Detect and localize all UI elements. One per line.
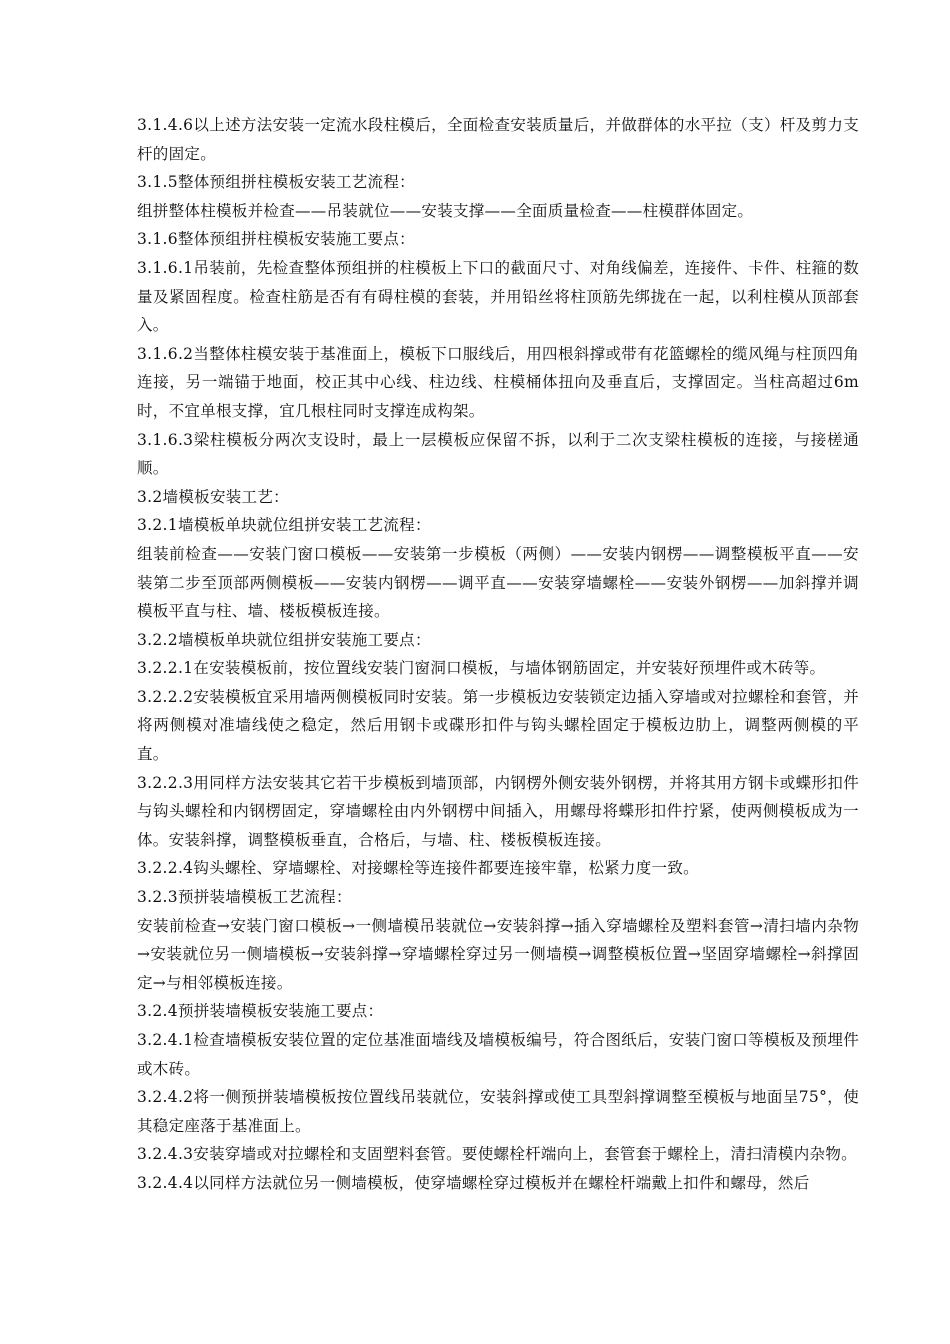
paragraph-3-2-4-1: 3.2.4.1检查墙模板安装位置的定位基准面墙线及墙模板编号，符合图纸后，安装门窗口等模板及预埋件或木砖。	[137, 1031, 859, 1078]
paragraph-3-2-2-4: 3.2.2.4钩头螺栓、穿墙螺栓、对接螺栓等连接件都要连接牢靠，松紧力度一致。	[137, 859, 699, 878]
paragraph-3-1-6-1: 3.1.6.1吊装前，先检查整体预组拼的柱模板上下口的截面尺寸、对角线偏差，连接件、卡件、柱箍的数量及紧固程度。检查柱筋是否有有碍柱模的套装，并用铅丝将柱顶筋先绑拢在一起，以利柱模从顶部套入。	[137, 258, 859, 335]
paragraph-3-1-6-2: 3.1.6.2当整体柱模安装于基准面上，模板下口服线后，用四根斜撑或带有花篮螺栓的缆风绳与柱顶四角连接，另一端锚于地面，校正其中心线、柱边线、柱模桶体扭向及垂直后，支撑固定。当柱高超过6m时，不宜单根支撑，宜几根柱同时支撑连成构架。	[137, 344, 859, 420]
heading-3-1-6: 3.1.6整体预组拼柱模板安装施工要点：	[137, 230, 415, 249]
heading-3-1-5: 3.1.5整体预组拼柱模板安装工艺流程：	[137, 173, 415, 192]
heading-3-2: 3.2墙模板安装工艺：	[137, 487, 289, 506]
heading-3-2-2: 3.2.2墙模板单块就位组拼安装施工要点：	[137, 630, 431, 649]
flow-wall-formwork-single: 组装前检查——安装门窗口模板——安装第一步模板（两侧）——安装内钢楞——调整模板平直——安装第二步至顶部两侧模板——安装内钢楞——调平直——安装穿墙螺栓——安装外钢楞——加斜撑并调模板平直与柱、墙、楼板模板连接。	[137, 544, 859, 621]
paragraph-3-2-2-2: 3.2.2.2安装模板宜采用墙两侧模板同时安装。第一步模板边安装锁定边插入穿墙或对拉螺栓和套管，并将两侧模对准墙线使之稳定，然后用钢卡或碟形扣件与钩头螺栓固定于模板边肋上，调整两侧模的平直。	[137, 687, 859, 764]
heading-3-2-1: 3.2.1墙模板单块就位组拼安装工艺流程：	[137, 516, 431, 535]
heading-3-2-4: 3.2.4预拼装墙模板安装施工要点：	[137, 1002, 384, 1021]
document-page	[137, 111, 859, 1198]
flow-wall-formwork-preassembled: 安装前检查→安装门窗口模板→一侧墙模吊装就位→安装斜撑→插入穿墙螺栓及塑料套管→清扫墙内杂物→安装就位另一侧墙模板→安装斜撑→穿墙螺栓穿过另一侧墙模→调整模板位置→坚固穿墙螺栓→斜撑固定→与相邻模板连接。	[137, 916, 859, 992]
paragraph-3-2-2-1: 3.2.2.1在安装模板前，按位置线安装门窗洞口模板，与墙体钢筋固定，并安装好预埋件或木砖等。	[137, 659, 826, 678]
paragraph-3-2-4-3: 3.2.4.3安装穿墙或对拉螺栓和支固塑料套管。要使螺栓杆端向上，套管套于螺栓上，清扫清模内杂物。	[137, 1145, 857, 1164]
paragraph-3-1-4-6: 3.1.4.6以上述方法安装一定流水段柱模后，全面检查安装质量后，并做群体的水平拉（支）杆及剪力支杆的固定。	[137, 116, 859, 163]
paragraph-3-2-2-3: 3.2.2.3用同样方法安装其它若干步模板到墙顶部，内钢楞外侧安装外钢楞，并将其用方钢卡或蝶形扣件与钩头螺栓和内钢楞固定，穿墙螺栓由内外钢楞中间插入，用螺母将蝶形扣件拧紧，使两侧模板成为一体。安装斜撑，调整模板垂直，合格后，与墙、柱、楼板模板连接。	[137, 773, 859, 849]
paragraph-3-2-4-2: 3.2.4.2将一侧预拼装墙模板按位置线吊装就位，安装斜撑或使工具型斜撑调整至模板与地面呈75°，使其稳定座落于基准面上。	[137, 1088, 859, 1135]
flow-column-formwork: 组拼整体柱模板并检查——吊装就位——安装支撑——全面质量检查——柱模群体固定。	[137, 201, 754, 220]
paragraph-3-2-4-4: 3.2.4.4以同样方法就位另一侧墙模板，使穿墙螺栓穿过模板并在螺栓杆端戴上扣件和螺母，然后	[137, 1173, 810, 1192]
heading-3-2-3: 3.2.3预拼装墙模板工艺流程：	[137, 888, 352, 907]
paragraph-3-1-6-3: 3.1.6.3梁柱模板分两次支设时，最上一层模板应保留不拆，以利于二次支梁柱模板的连接，与接槎通顺。	[137, 430, 859, 478]
